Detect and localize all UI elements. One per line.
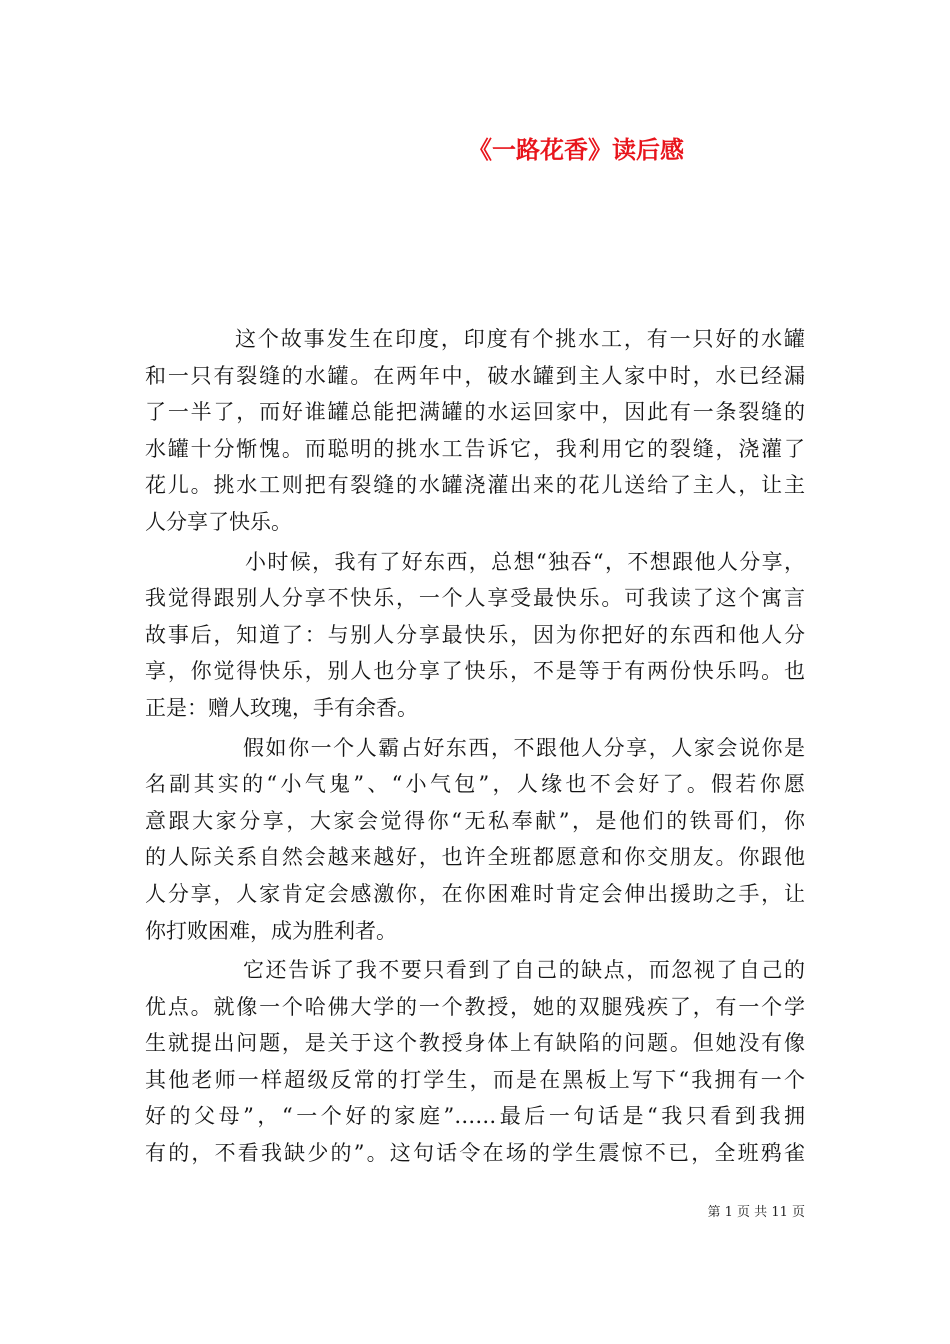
text-line: 名副其实的“小气鬼”、“小气包”，人缘也不会好了。假若你愿: [145, 772, 805, 797]
document-title: 《一路花香》读后感: [468, 135, 684, 164]
text-line: 好的父母”，“一个好的家庭”……最后一句话是“我只看到我拥: [145, 1104, 805, 1129]
text-line: 和一只有裂缝的水罐。在两年中，破水罐到主人家中时，水已经漏: [145, 363, 805, 388]
text-line: 小时候，我有了好东西，总想“独吞“，不想跟他人分享，: [245, 549, 805, 574]
paragraph-4: [145, 952, 805, 1172]
text-line: 假如你一个人霸占好东西，不跟他人分享，人家会说你是: [243, 735, 805, 760]
text-line: 我觉得跟别人分享不快乐，一个人享受最快乐。可我读了这个寓言: [145, 586, 805, 611]
text-line: 你打败困难，成为胜利者。: [145, 918, 397, 943]
text-line: 的人际关系自然会越来越好，也许全班都愿意和你交朋友。你跟他: [145, 845, 805, 870]
text-line: 生就提出问题，是关于这个教授身体上有缺陷的问题。但她没有像: [145, 1031, 805, 1056]
text-line: 有的，不看我缺少的”。这句话令在场的学生震惊不已，全班鸦雀: [145, 1141, 805, 1166]
text-line: 优点。就像一个哈佛大学的一个教授，她的双腿残疾了，有一个学: [145, 994, 805, 1019]
text-line: 其他老师一样超级反常的打学生，而是在黑板上写下“我拥有一个: [145, 1067, 805, 1092]
text-line: 花儿。挑水工则把有裂缝的水罐浇灌出来的花儿送给了主人，让主: [145, 473, 805, 498]
text-line: 它还告诉了我不要只看到了自己的缺点，而忽视了自己的: [243, 958, 805, 983]
text-line: 水罐十分惭愧。而聪明的挑水工告诉它，我利用它的裂缝，浇灌了: [145, 436, 805, 461]
document-body: [145, 321, 805, 1175]
text-line: 人分享，人家肯定会感激你，在你困难时肯定会伸出援助之手，让: [145, 881, 805, 906]
paragraph-2: [145, 544, 805, 727]
text-line: 享，你觉得快乐，别人也分享了快乐，不是等于有两份快乐吗。也: [145, 659, 805, 684]
paragraph-1: [145, 321, 805, 541]
text-line: 意跟大家分享，大家会觉得你“无私奉献”，是他们的铁哥们，你: [145, 808, 805, 833]
text-line: 正是：赠人玫瑰，手有余香。: [145, 695, 418, 720]
paragraph-3: [145, 730, 805, 950]
text-line: 这个故事发生在印度，印度有个挑水工，有一只好的水罐: [235, 327, 805, 351]
page-number-footer: 第 1 页 共 11 页: [707, 1205, 805, 1220]
text-line: 了一半了，而好谁罐总能把满罐的水运回家中，因此有一条裂缝的: [145, 400, 805, 425]
text-line: 故事后，知道了：与别人分享最快乐，因为你把好的东西和他人分: [145, 622, 805, 647]
text-line: 人分享了快乐。: [145, 509, 292, 534]
